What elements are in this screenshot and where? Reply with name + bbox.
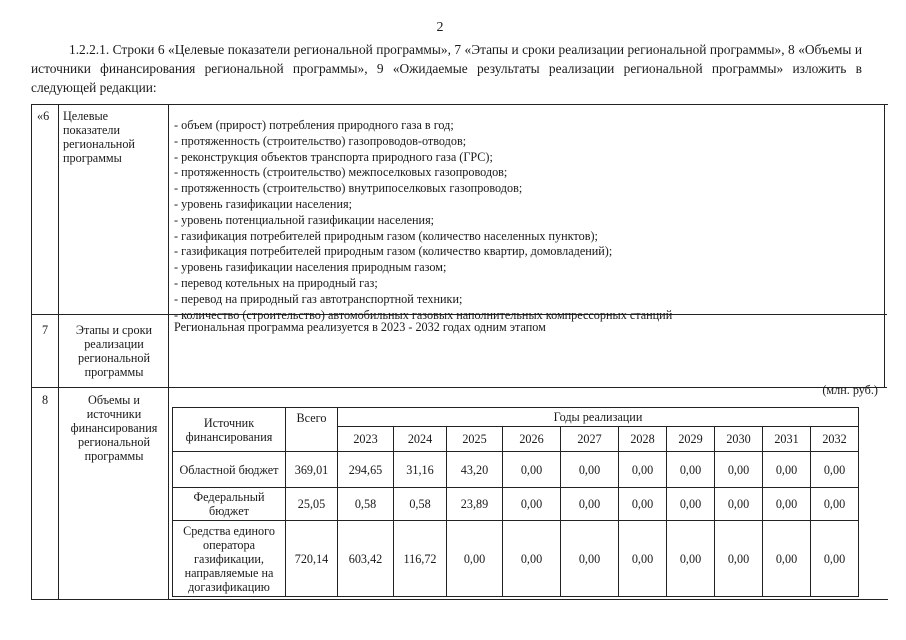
col-divider-right bbox=[884, 105, 885, 388]
header-years: Годы реализации bbox=[338, 408, 859, 427]
financing-row bbox=[173, 488, 859, 521]
year-header-2032: 2032 bbox=[811, 427, 859, 452]
total-cell: 25,05 bbox=[286, 488, 338, 521]
value-cell: 0,00 bbox=[667, 521, 715, 597]
value-cell: 0,00 bbox=[619, 452, 667, 488]
financing-row bbox=[173, 521, 859, 597]
indicator-item: - протяженность (строительство) газопроводов-отводов; bbox=[174, 133, 467, 148]
source-cell: Федеральный бюджет bbox=[173, 488, 286, 521]
value-cell: 0,00 bbox=[561, 521, 619, 597]
source-cell: Областной бюджет bbox=[173, 452, 286, 488]
value-cell: 0,00 bbox=[811, 488, 859, 521]
value-cell: 0,00 bbox=[715, 488, 763, 521]
value-cell: 0,00 bbox=[503, 452, 561, 488]
indicator-item: - количество (строительство) автомобильных газовых наполнительных компрессорных станций bbox=[174, 307, 673, 322]
value-cell: 31,16 bbox=[394, 452, 447, 488]
value-cell: 294,65 bbox=[338, 452, 394, 488]
indicator-item: - реконструкция объектов транспорта природного газа (ГРС); bbox=[174, 149, 493, 164]
financing-row bbox=[173, 452, 859, 488]
value-cell: 0,00 bbox=[503, 488, 561, 521]
value-cell: 0,00 bbox=[763, 488, 811, 521]
indicator-item: - протяженность (строительство) межпоселковых газопроводов; bbox=[174, 165, 508, 180]
year-header-2024: 2024 bbox=[394, 427, 447, 452]
total-cell: 369,01 bbox=[286, 452, 338, 488]
indicator-item: - перевод на природный газ автотранспортной техники; bbox=[174, 291, 463, 306]
value-cell: 0,00 bbox=[811, 452, 859, 488]
col-divider-2 bbox=[168, 105, 169, 599]
value-cell: 0,00 bbox=[619, 488, 667, 521]
row-divider-2 bbox=[32, 387, 887, 388]
value-cell: 0,00 bbox=[503, 521, 561, 597]
value-cell: 23,89 bbox=[447, 488, 503, 521]
page-number: 2 bbox=[436, 20, 444, 35]
row7-number: 7 bbox=[41, 323, 49, 337]
value-cell: 0,00 bbox=[763, 452, 811, 488]
row8-number: 8 bbox=[41, 393, 49, 407]
col-divider-1 bbox=[58, 105, 59, 599]
year-header-2027: 2027 bbox=[561, 427, 619, 452]
row6-title: Целевые показатели региональной программы bbox=[63, 109, 135, 165]
total-cell: 720,14 bbox=[286, 521, 338, 597]
value-cell: 0,00 bbox=[763, 521, 811, 597]
indicator-item: - газификация потребителей природным газом (количество квартир, домовладений); bbox=[174, 244, 613, 259]
value-cell: 0,00 bbox=[619, 521, 667, 597]
year-header-2029: 2029 bbox=[667, 427, 715, 452]
program-table bbox=[31, 104, 888, 600]
year-header-2028: 2028 bbox=[619, 427, 667, 452]
value-cell: 0,00 bbox=[561, 452, 619, 488]
year-header-2023: 2023 bbox=[338, 427, 394, 452]
value-cell: 0,58 bbox=[394, 488, 447, 521]
year-header-2031: 2031 bbox=[763, 427, 811, 452]
indicator-item: - объем (прирост) потребления природного газа в год; bbox=[174, 118, 454, 132]
indicator-item: - газификация потребителей природным газом (количество населенных пунктов); bbox=[174, 228, 598, 243]
year-header-2030: 2030 bbox=[715, 427, 763, 452]
intro-paragraph: 1.2.2.1. Строки 6 «Целевые показатели региональной программы», 7 «Этапы и сроки реализации региональной программы», 8 «Объемы и источники финансирования региональной программы», 9 «Ожидаемые результаты реализации региональной программы» изложить в следующей редакции: bbox=[31, 42, 862, 95]
value-cell: 0,00 bbox=[667, 452, 715, 488]
value-cell: 43,20 bbox=[447, 452, 503, 488]
indicator-item: - уровень газификации населения; bbox=[174, 196, 352, 211]
row6-number: «6 bbox=[37, 109, 50, 123]
value-cell: 0,00 bbox=[667, 488, 715, 521]
row8-title: Объемы и источники финансирования региональной программы bbox=[70, 393, 158, 463]
row6-indicators-list bbox=[174, 118, 879, 323]
indicator-item: - уровень газификации населения природным газом; bbox=[174, 260, 447, 275]
value-cell: 116,72 bbox=[394, 521, 447, 597]
source-cell: Средства единого оператора газификации, направляемые на догазификацию bbox=[173, 521, 286, 597]
year-header-2025: 2025 bbox=[447, 427, 503, 452]
row7-title: Этапы и сроки реализации региональной программы bbox=[75, 323, 153, 379]
indicator-item: - перевод котельных на природный газ; bbox=[174, 275, 378, 290]
value-cell: 0,00 bbox=[811, 521, 859, 597]
financing-table bbox=[172, 407, 859, 597]
value-cell: 0,00 bbox=[715, 452, 763, 488]
value-cell: 0,00 bbox=[715, 521, 763, 597]
row7-content: Региональная программа реализуется в 2023 - 2032 годах одним этапом bbox=[174, 320, 546, 334]
header-source: Источник финансирования bbox=[173, 408, 286, 452]
value-cell: 0,00 bbox=[561, 488, 619, 521]
indicator-item: - уровень потенциальной газификации населения; bbox=[174, 212, 435, 227]
year-header-2026: 2026 bbox=[503, 427, 561, 452]
unit-label: (млн. руб.) bbox=[822, 383, 878, 397]
value-cell: 0,58 bbox=[338, 488, 394, 521]
value-cell: 603,42 bbox=[338, 521, 394, 597]
value-cell: 0,00 bbox=[447, 521, 503, 597]
indicator-item: - протяженность (строительство) внутрипоселковых газопроводов; bbox=[174, 181, 523, 196]
header-total: Всего bbox=[286, 408, 338, 452]
